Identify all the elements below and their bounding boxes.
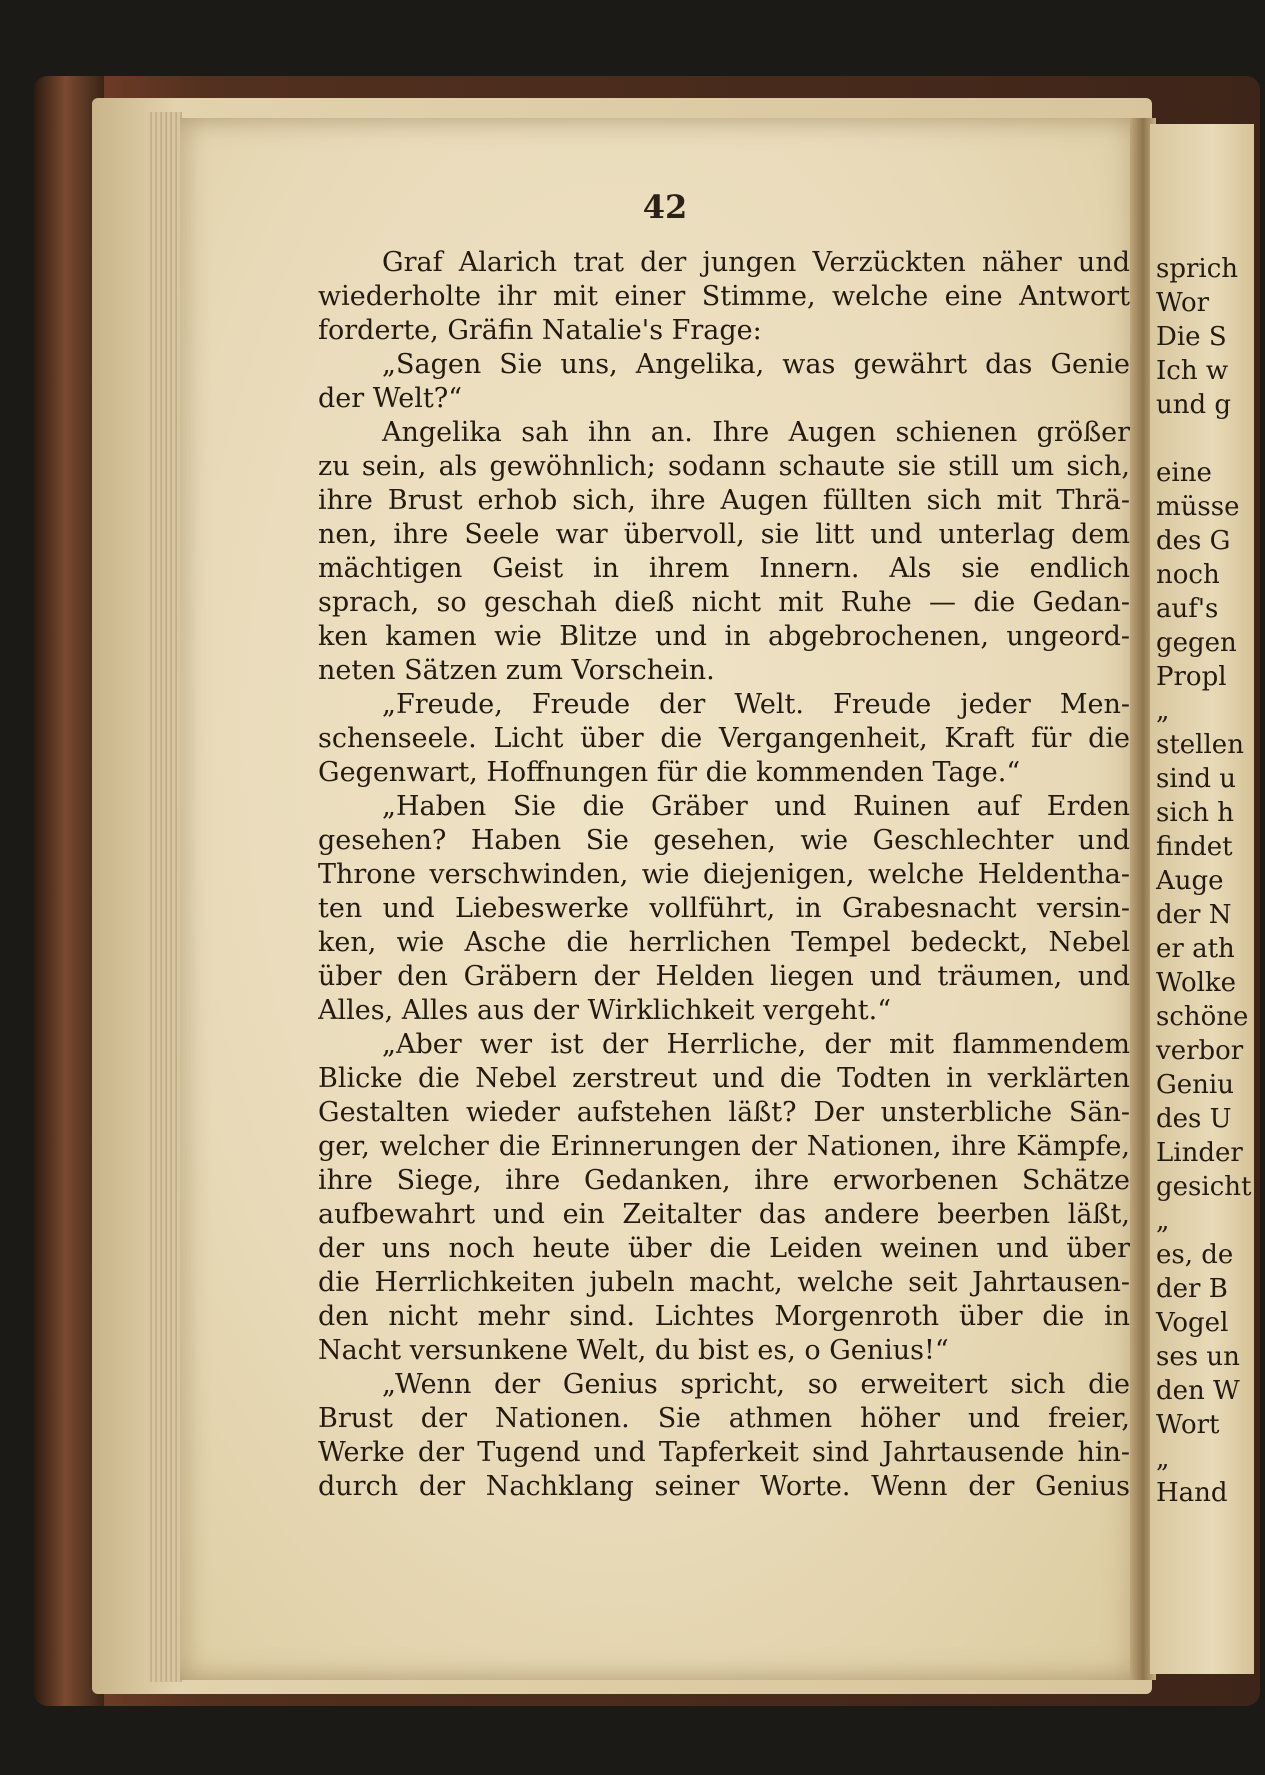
- next-page-line: Vogel: [1156, 1308, 1229, 1338]
- next-page-line: auf's: [1156, 594, 1219, 624]
- next-page-line: der N: [1156, 900, 1232, 930]
- text-line: der Welt?“: [318, 383, 463, 414]
- next-page-line: müsse: [1156, 492, 1240, 522]
- next-page-line: ses un: [1156, 1342, 1240, 1372]
- next-page-line: Wolke: [1156, 968, 1237, 998]
- text-line: Alles, Alles aus der Wirklichkeit vergeht.“: [318, 995, 892, 1026]
- text-line: zu sein, als gewöhnlich; sodann schaute sie still um sich,: [318, 451, 1130, 482]
- next-page-line: er ath: [1156, 934, 1235, 964]
- text-line: ihre Brust erhob sich, ihre Augen füllten sich mit Thrä-: [318, 485, 1130, 516]
- next-page-line: gegen: [1156, 628, 1237, 658]
- next-page-line: gesicht: [1156, 1172, 1252, 1202]
- next-page-line: findet: [1156, 832, 1233, 862]
- text-line: über den Gräbern der Helden liegen und träumen, und: [318, 961, 1130, 992]
- text-line: ken, wie Asche die herrlichen Tempel bedeckt, Nebel: [318, 927, 1130, 958]
- text-line: ten und Liebeswerke vollführt, in Grabesnacht versin-: [318, 893, 1130, 924]
- text-line: „Sagen Sie uns, Angelika, was gewährt das Genie: [382, 349, 1130, 380]
- next-page-line: des G: [1156, 526, 1231, 556]
- text-line: „Aber wer ist der Herrliche, der mit flammendem: [382, 1029, 1130, 1060]
- text-line: sprach, so geschah dieß nicht mit Ruhe — die Gedan-: [318, 587, 1130, 618]
- next-page-line: „: [1156, 696, 1170, 726]
- next-page-line: eine: [1156, 458, 1212, 488]
- text-line: mächtigen Geist in ihrem Innern. Als sie endlich: [318, 553, 1130, 584]
- next-page-line: Propl: [1156, 662, 1227, 692]
- text-line: forderte, Gräfin Natalie's Frage:: [318, 315, 762, 346]
- next-page-line: Die S: [1156, 322, 1227, 352]
- next-page-line: Linder: [1156, 1138, 1243, 1168]
- text-line: nen, ihre Seele war übervoll, sie litt und unterlag dem: [318, 519, 1130, 550]
- next-page-line: Wor: [1156, 288, 1210, 318]
- book-page-left: [180, 118, 1150, 1680]
- next-page-line: und g: [1156, 390, 1232, 420]
- text-line: ger, welcher die Erinnerungen der Nationen, ihre Kämpfe,: [318, 1131, 1130, 1162]
- text-line: Gegenwart, Hoffnungen für die kommenden Tage.“: [318, 757, 1021, 788]
- next-page-line: sind u: [1156, 764, 1237, 794]
- next-page-line: noch: [1156, 560, 1220, 590]
- next-page-line: sprich: [1156, 254, 1239, 284]
- page-edges: [148, 112, 182, 1682]
- text-line: aufbewahrt und ein Zeitalter das andere beerben läßt,: [318, 1199, 1130, 1230]
- text-line: Brust der Nationen. Sie athmen höher und freier,: [318, 1403, 1130, 1434]
- text-line: den nicht mehr sind. Lichtes Morgenroth über die in: [318, 1301, 1130, 1332]
- text-line: Angelika sah ihn an. Ihre Augen schienen größer: [382, 417, 1130, 448]
- next-page-line: es, de: [1156, 1240, 1234, 1270]
- text-line: Gestalten wieder aufstehen läßt? Der unsterbliche Sän-: [318, 1097, 1130, 1128]
- text-line: neten Sätzen zum Vorschein.: [318, 655, 715, 686]
- next-page-text-block: [1150, 252, 1254, 1510]
- text-line: Graf Alarich trat der jungen Verzückten näher und: [382, 247, 1130, 278]
- next-page-line: Auge: [1156, 866, 1224, 896]
- next-page-line: schöne: [1156, 1002, 1249, 1032]
- next-page-line: den W: [1156, 1376, 1240, 1406]
- next-page-line: [1150, 422, 1254, 456]
- text-line: die Herrlichkeiten jubeln macht, welche seit Jahrtausen-: [318, 1267, 1130, 1298]
- text-line: gesehen? Haben Sie gesehen, wie Geschlechter und: [318, 825, 1130, 856]
- text-line: „Wenn der Genius spricht, so erweitert sich die: [382, 1369, 1130, 1400]
- text-line: ken kamen wie Blitze und in abgebrochenen, ungeord-: [318, 621, 1130, 652]
- page-text-block: [318, 246, 1130, 1504]
- text-line: „Haben Sie die Gräber und Ruinen auf Erden: [382, 791, 1130, 822]
- text-line: ihre Siege, ihre Gedanken, ihre erworbenen Schätze: [318, 1165, 1130, 1196]
- next-page-line: Ich w: [1156, 356, 1229, 386]
- text-line: Werke der Tugend und Tapferkeit sind Jahrtausende hin-: [318, 1437, 1130, 1468]
- next-page-line: sich h: [1156, 798, 1234, 828]
- next-page-line: Wort: [1156, 1410, 1220, 1440]
- next-page-line: des U: [1156, 1104, 1232, 1134]
- next-page-line: verbor: [1156, 1036, 1244, 1066]
- book-page-right-partial: [1150, 124, 1254, 1674]
- next-page-line: Geniu: [1156, 1070, 1234, 1100]
- page-number: 42: [642, 188, 688, 226]
- next-page-line: „: [1156, 1206, 1170, 1236]
- next-page-line: der B: [1156, 1274, 1228, 1304]
- text-line: durch der Nachklang seiner Worte. Wenn der Genius: [318, 1471, 1130, 1502]
- text-line: Nacht versunkene Welt, du bist es, o Genius!“: [318, 1335, 949, 1366]
- text-line: Throne verschwinden, wie diejenigen, welche Heldentha-: [318, 859, 1130, 890]
- text-line: Blicke die Nebel zerstreut und die Todten in verklärten: [318, 1063, 1130, 1094]
- text-line: wiederholte ihr mit einer Stimme, welche eine Antwort: [318, 281, 1130, 312]
- next-page-line: stellen: [1156, 730, 1244, 760]
- text-line: schenseele. Licht über die Vergangenheit, Kraft für die: [318, 723, 1130, 754]
- next-page-line: Hand: [1156, 1478, 1228, 1508]
- next-page-line: „: [1156, 1444, 1170, 1474]
- text-line: „Freude, Freude der Welt. Freude jeder Men-: [382, 689, 1130, 720]
- text-line: der uns noch heute über die Leiden weinen und über: [318, 1233, 1130, 1264]
